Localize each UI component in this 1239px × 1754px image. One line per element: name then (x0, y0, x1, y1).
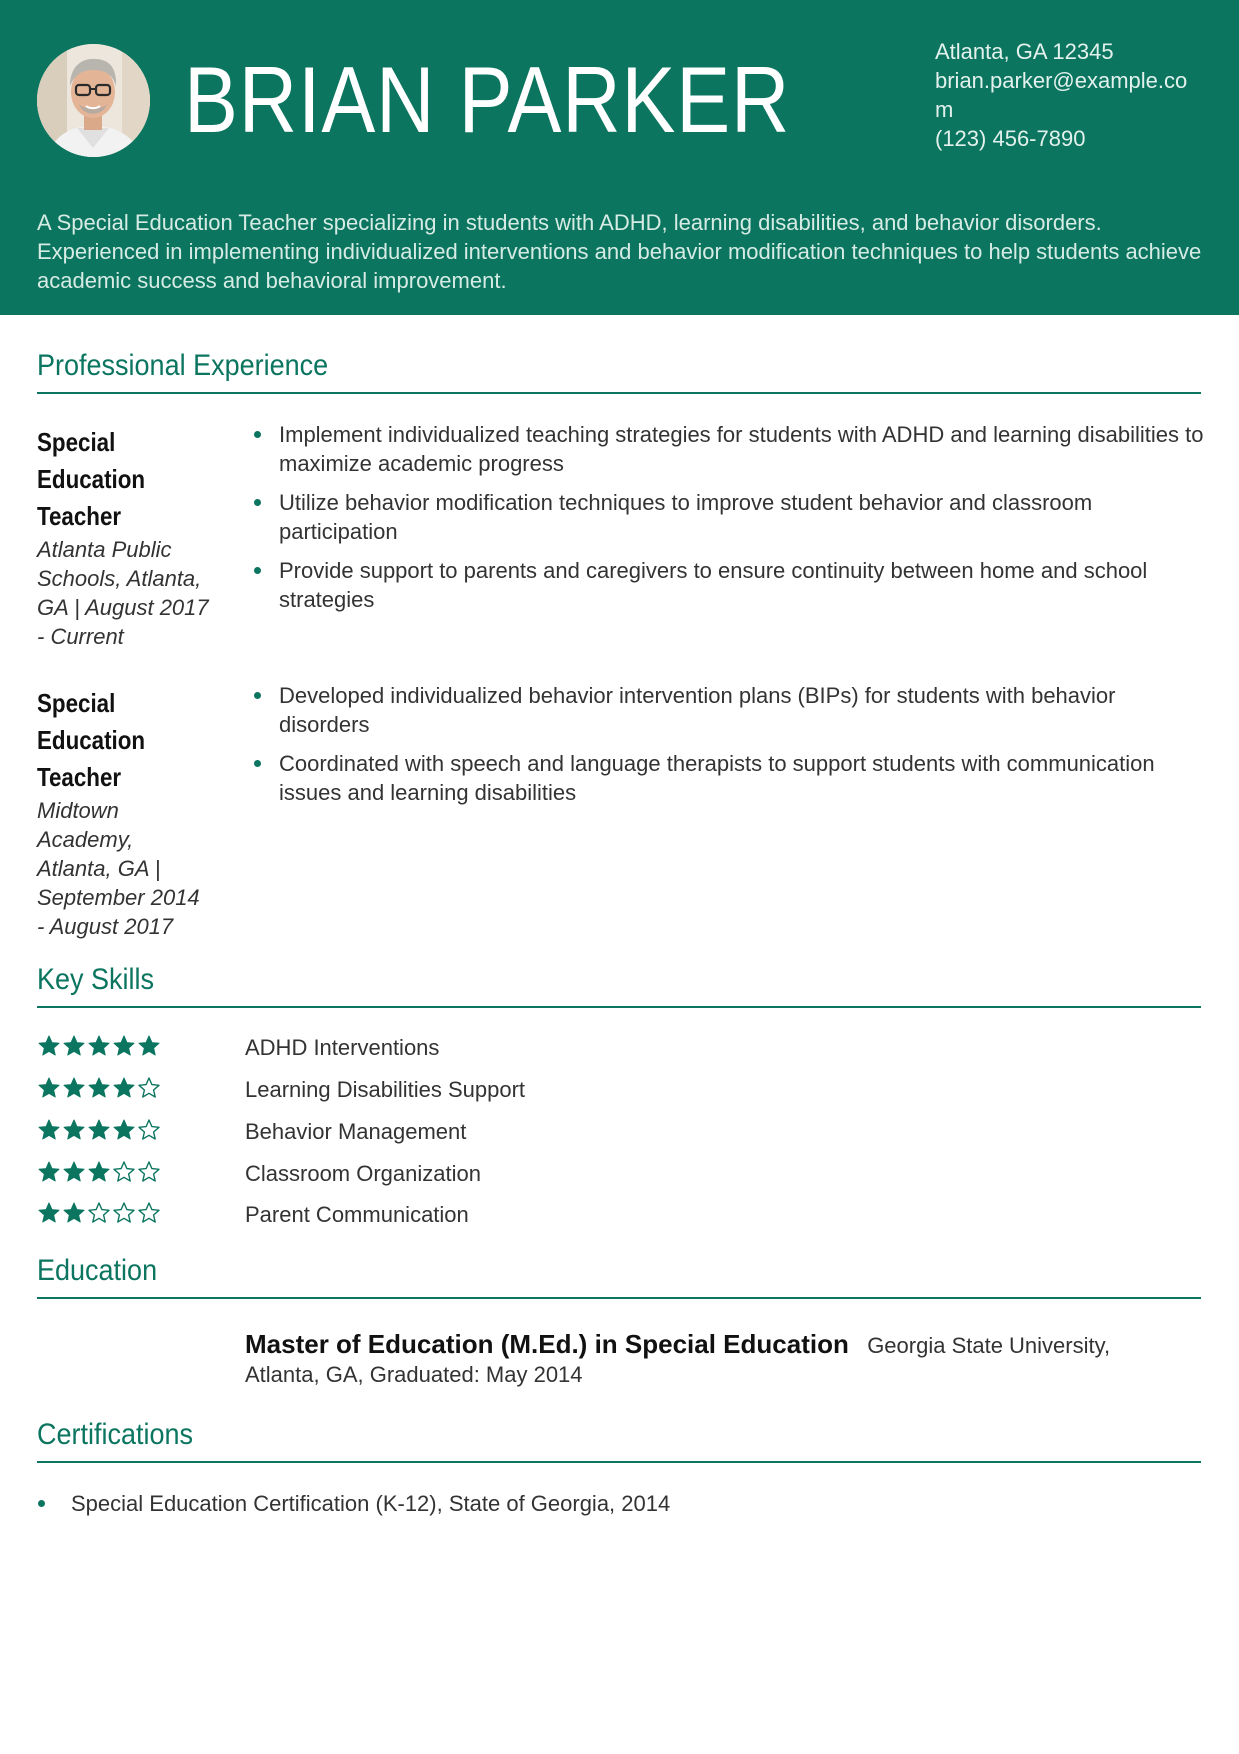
job-bullets (245, 420, 1205, 624)
star-empty-icon (137, 1201, 161, 1225)
bullet-text: Implement individualized teaching strategies for students with ADHD and learning disabilities to maximize academic progress (279, 422, 1204, 476)
section-title-experience: Professional Experience (37, 349, 329, 382)
star-filled-icon (62, 1034, 86, 1058)
list-item (37, 1489, 1197, 1518)
star-filled-icon (112, 1118, 136, 1142)
job-meta: Atlanta Public Schools, Atlanta, GA | August 2017 - Current (37, 537, 209, 649)
star-empty-icon (112, 1160, 136, 1184)
star-filled-icon (112, 1034, 136, 1058)
list-item (245, 488, 1205, 546)
bullet-icon (254, 431, 261, 438)
list-item (245, 556, 1205, 614)
star-filled-icon (62, 1201, 86, 1225)
bullet-icon (254, 760, 261, 767)
profile-summary: A Special Education Teacher specializing in students with ADHD, learning disabilities, and behavior disorders. Experienced in implementing individualized interventions and behavior modification techniques to help students achieve academic success and behavioral improvement. (37, 210, 1202, 293)
list-item (245, 681, 1205, 739)
skill-name: Learning Disabilities Support (245, 1077, 526, 1102)
bullet-text: Utilize behavior modification techniques to improve student behavior and classroom participation (279, 490, 1093, 544)
job-title: Special Education Teacher (37, 688, 146, 792)
section-divider (37, 1297, 1201, 1299)
bullet-icon (38, 1500, 45, 1507)
star-rating (37, 1201, 162, 1229)
star-empty-icon (137, 1076, 161, 1100)
section-title-education: Education (37, 1254, 158, 1287)
star-filled-icon (87, 1034, 111, 1058)
certification-text: Special Education Certification (K-12), State of Georgia, 2014 (71, 1491, 671, 1516)
star-rating (37, 1076, 162, 1104)
star-filled-icon (87, 1118, 111, 1142)
star-filled-icon (87, 1160, 111, 1184)
contact-address: Atlanta, GA 12345 (935, 39, 1114, 64)
star-filled-icon (62, 1118, 86, 1142)
contact-email[interactable]: brian.parker@example.com (935, 68, 1188, 122)
star-empty-icon (112, 1201, 136, 1225)
candidate-name: BRIAN PARKER (184, 47, 791, 152)
job-header (37, 685, 212, 941)
section-divider (37, 1006, 1201, 1008)
skill-name: Parent Communication (245, 1202, 469, 1227)
star-filled-icon (87, 1076, 111, 1100)
star-filled-icon (37, 1160, 61, 1184)
section-title-skills: Key Skills (37, 963, 155, 996)
bullet-icon (254, 567, 261, 574)
skill-name: ADHD Interventions (245, 1035, 440, 1060)
portrait-image (37, 44, 150, 157)
degree-title: Master of Education (M.Ed.) in Special Education (245, 1329, 849, 1359)
star-filled-icon (137, 1034, 161, 1058)
star-empty-icon (137, 1118, 161, 1142)
star-empty-icon (87, 1201, 111, 1225)
education-entry (245, 1330, 1185, 1389)
skill-name: Behavior Management (245, 1119, 467, 1144)
star-filled-icon (37, 1034, 61, 1058)
star-filled-icon (37, 1118, 61, 1142)
star-filled-icon (62, 1076, 86, 1100)
star-rating (37, 1034, 162, 1062)
star-rating (37, 1160, 162, 1188)
section-title-certifications: Certifications (37, 1418, 194, 1451)
degree-details: Georgia State University, Atlanta, GA, Graduated: May 2014 (245, 1333, 1111, 1387)
job-title: Special Education Teacher (37, 427, 146, 531)
star-filled-icon (37, 1076, 61, 1100)
star-empty-icon (137, 1160, 161, 1184)
bullet-text: Coordinated with speech and language therapists to support students with communication issues and learning disabilities (279, 751, 1155, 805)
contact-phone[interactable]: (123) 456-7890 (935, 126, 1086, 151)
section-divider (37, 392, 1201, 394)
star-rating (37, 1118, 162, 1146)
bullet-icon (254, 692, 261, 699)
skill-name: Classroom Organization (245, 1161, 481, 1186)
header-banner (0, 0, 1239, 315)
list-item (245, 749, 1205, 807)
skill-row (37, 1159, 737, 1189)
profile-photo (37, 44, 150, 157)
list-item (245, 420, 1205, 478)
skill-row (37, 1033, 737, 1063)
skill-row (37, 1200, 737, 1230)
skill-row (37, 1075, 737, 1105)
skill-row (37, 1117, 737, 1147)
job-meta: Midtown Academy, Atlanta, GA | September 2014 - August 2017 (37, 798, 200, 939)
star-filled-icon (62, 1160, 86, 1184)
star-filled-icon (112, 1076, 136, 1100)
contact-info (935, 37, 1195, 153)
star-filled-icon (37, 1201, 61, 1225)
bullet-text: Developed individualized behavior intervention plans (BIPs) for students with behavior disorders (279, 683, 1116, 737)
certifications-list (37, 1489, 1197, 1518)
job-bullets (245, 681, 1205, 817)
bullet-text: Provide support to parents and caregivers to ensure continuity between home and school strategies (279, 558, 1148, 612)
job-header (37, 424, 212, 651)
section-divider (37, 1461, 1201, 1463)
bullet-icon (254, 499, 261, 506)
